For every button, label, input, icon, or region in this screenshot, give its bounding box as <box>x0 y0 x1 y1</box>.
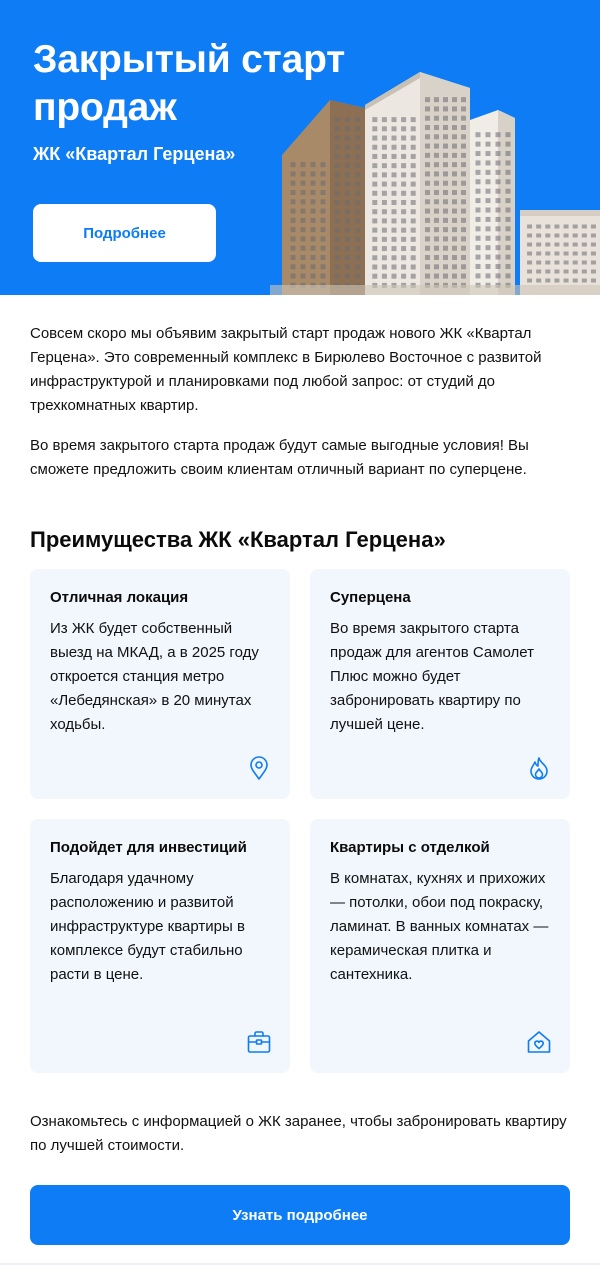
card-text: Благодаря удачному расположению и развитой инфраструктуре квартиры в комплексе будут стабильно расти в цене. <box>50 870 245 983</box>
card-title: Отличная локация <box>50 589 189 606</box>
hero-title: Закрытый старт продаж <box>33 38 346 129</box>
card-title: Суперцена <box>330 589 411 606</box>
card-title: Квартиры с отделкой <box>330 839 490 856</box>
card-text: В комнатах, кухнях и прихожих — потолки, обои под покраску, ламинат. В ванных комнатах — керамическая плитка и сантехника. <box>330 870 549 983</box>
intro-paragraph-1: Совсем скоро мы объявим закрытый старт продаж нового ЖК «Квартал Герцена». Это современный комплекс в Бирюлево Восточное с развитой инфраструктурой и планировками под любой запрос: от студий до трехкомнатных квартир. <box>30 325 542 414</box>
buildings-illustration <box>270 60 600 295</box>
card-title: Подойдет для инвестиций <box>50 839 247 856</box>
house-heart-icon <box>526 1029 552 1055</box>
flame-icon <box>526 755 552 781</box>
footer-paragraph: Ознакомьтесь с информацией о ЖК заранее, чтобы забронировать квартиру по лучшей стоимости. <box>30 1113 567 1154</box>
hero-banner <box>0 0 600 295</box>
briefcase-icon <box>246 1029 272 1055</box>
learn-more-button[interactable]: Узнать подробнее <box>30 1185 570 1245</box>
location-pin-icon <box>246 755 272 781</box>
advantage-card-location <box>30 569 290 799</box>
card-text: Во время закрытого старта продаж для агентов Самолет Плюс можно будет забронировать квартиру по лучшей цене. <box>330 620 534 733</box>
intro-paragraph-2: Во время закрытого старта продаж будут самые выгодные условия! Вы сможете предложить своим клиентам отличный вариант по суперцене. <box>30 437 529 478</box>
advantages-title: Преимущества ЖК «Квартал Герцена» <box>30 527 446 552</box>
hero-subtitle: ЖК «Квартал Герцена» <box>33 144 236 164</box>
advantage-card-superprice <box>310 569 570 799</box>
details-button[interactable]: Подробнее <box>33 204 216 262</box>
advantage-card-investment <box>30 819 290 1073</box>
card-text: Из ЖК будет собственный выезд на МКАД, а в 2025 году откроется станция метро «Лебедянская» в 20 минутах ходьбы. <box>50 620 259 733</box>
advantage-card-finishing <box>310 819 570 1073</box>
